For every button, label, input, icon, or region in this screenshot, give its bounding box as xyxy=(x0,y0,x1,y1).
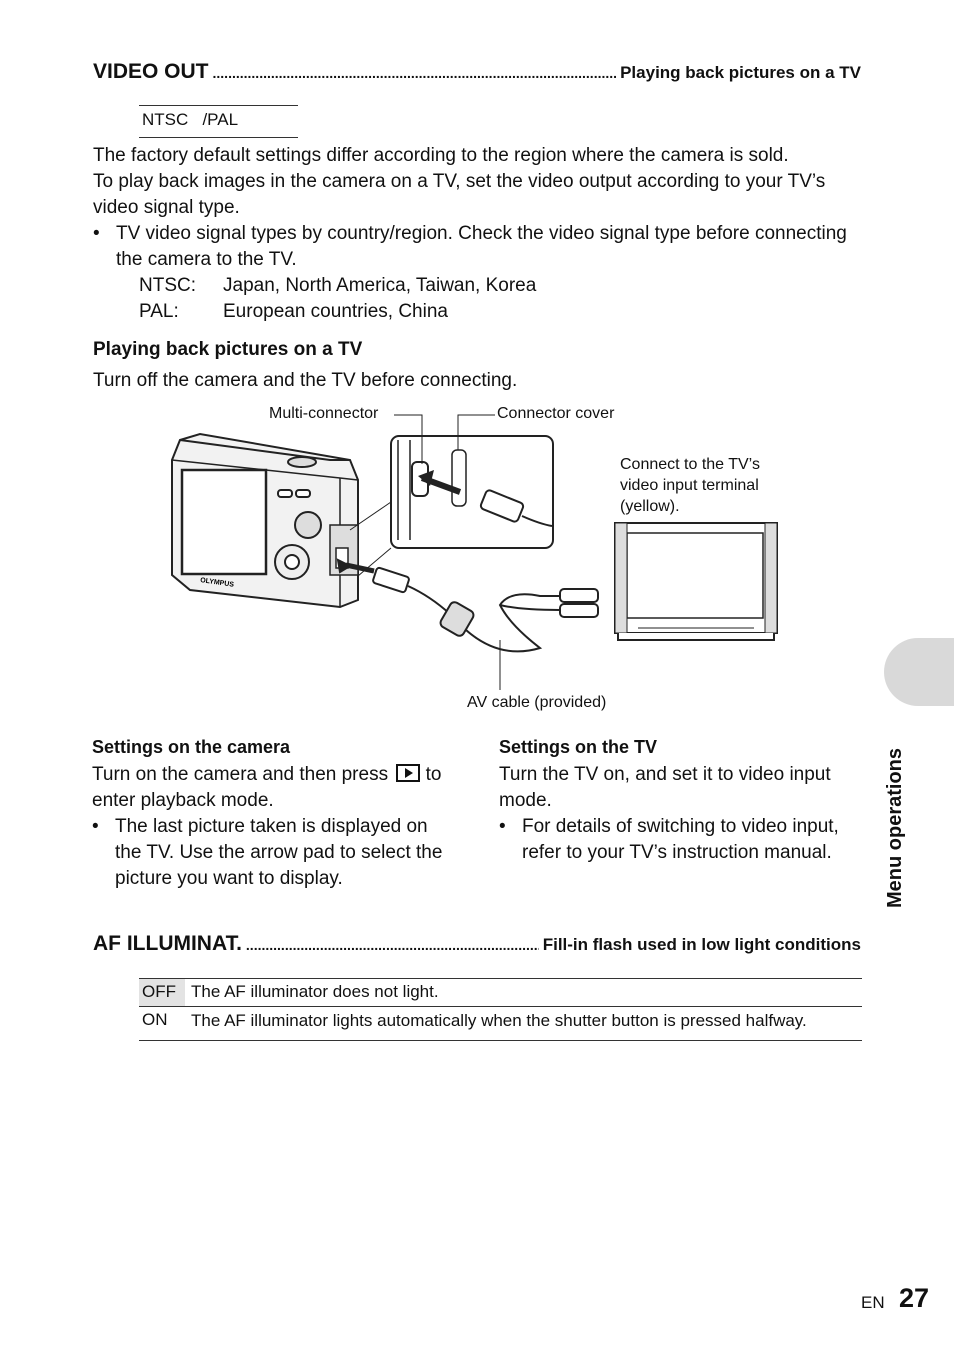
video-out-body xyxy=(93,143,863,325)
playback-note: Turn off the camera and the TV before connecting. xyxy=(93,370,518,391)
table-row xyxy=(139,1007,862,1041)
video-out-para1: The factory default settings differ according to the region where the camera is sold. xyxy=(93,145,789,166)
settings-camera-text xyxy=(92,762,457,814)
side-tab-label: Menu operations xyxy=(884,747,906,908)
af-title: AF ILLUMINAT. xyxy=(93,932,242,955)
play-button-icon xyxy=(396,764,420,782)
af-on-value: The AF illuminator lights automatically when the shutter button is pressed halfway. xyxy=(191,1011,807,1030)
section-tab xyxy=(884,638,954,706)
signal-row xyxy=(139,273,863,299)
video-out-options-box xyxy=(139,105,298,138)
settings-camera xyxy=(92,737,457,892)
af-off-value: The AF illuminator does not light. xyxy=(191,982,439,1001)
leader-dots xyxy=(246,937,539,953)
label-connector-cover: Connector cover xyxy=(497,405,615,422)
af-heading xyxy=(93,932,861,956)
label-multi-connector: Multi-connector xyxy=(269,405,379,422)
settings-camera-text-after: to enter playback mode. xyxy=(92,764,442,811)
tv-illustration xyxy=(615,523,777,640)
video-out-bullet: • TV video signal types by country/region. Check the video signal type before connecting the camera to the TV. xyxy=(93,221,863,273)
settings-tv xyxy=(499,737,864,866)
connection-diagram xyxy=(160,400,800,720)
video-out-desc: Playing back pictures on a TV xyxy=(620,63,861,82)
av-cable xyxy=(338,560,598,690)
playback-heading: Playing back pictures on a TV xyxy=(93,339,363,360)
signal-value: Japan, North America, Taiwan, Korea xyxy=(223,275,537,296)
table-row xyxy=(139,979,862,1007)
page-number: 27 xyxy=(899,1283,930,1313)
settings-camera-text-before: Turn on the camera and then press xyxy=(92,764,389,785)
af-desc: Fill-in flash used in low light conditions xyxy=(542,935,861,954)
af-off-key: OFF xyxy=(139,979,185,1007)
settings-tv-heading: Settings on the TV xyxy=(499,737,658,757)
settings-tv-bullet: • For details of switching to video input, refer to your TV’s instruction manual. xyxy=(499,814,864,866)
settings-camera-heading: Settings on the camera xyxy=(92,737,291,757)
label-connect-tv: Connect to the TV’s video input terminal (yellow). xyxy=(620,456,760,515)
settings-camera-bullet: • The last picture taken is displayed on the TV. Use the arrow pad to select the picture you want to display. xyxy=(92,814,457,892)
signal-value: European countries, China xyxy=(223,301,448,322)
signal-key: NTSC: xyxy=(139,275,196,296)
footer-lang: EN xyxy=(861,1293,885,1312)
video-out-para2: To play back images in the camera on a TV, set the video output according to your TV’s video signal type. xyxy=(93,171,826,218)
signal-row xyxy=(139,299,863,325)
leader-dots xyxy=(213,65,617,81)
connector-detail-inset xyxy=(391,436,553,548)
video-out-title: VIDEO OUT xyxy=(93,60,209,83)
settings-tv-text: Turn the TV on, and set it to video input mode. xyxy=(499,764,831,811)
signal-key: PAL: xyxy=(139,301,179,322)
af-on-key: ON xyxy=(142,1010,168,1029)
video-out-heading xyxy=(93,60,861,84)
video-out-options: NTSC /PAL xyxy=(142,110,239,129)
camera-brand: OLYMPUS xyxy=(199,577,235,589)
label-av-cable: AV cable (provided) xyxy=(467,694,607,711)
signal-table xyxy=(93,273,863,325)
af-options-table xyxy=(139,978,862,1041)
